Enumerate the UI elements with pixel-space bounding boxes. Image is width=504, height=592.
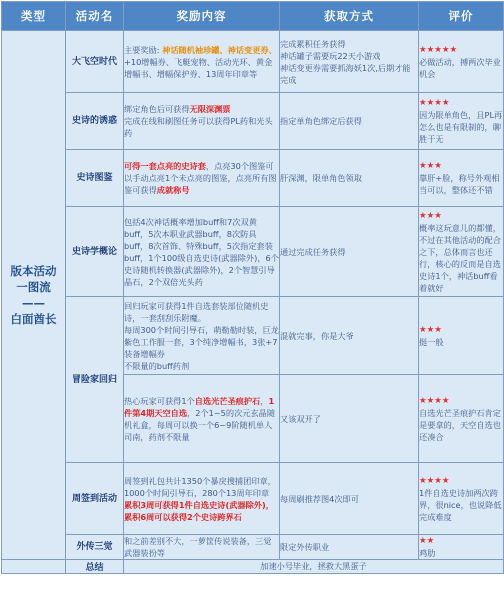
reward-segment: ，点亮30个图鉴可以手动点亮1个未点亮的图鉴，点亮所有图鉴可获得 <box>124 161 277 195</box>
table-row <box>2 31 504 93</box>
reward-segment: 可得一套点亮的史诗套 <box>124 161 206 171</box>
activity-name <box>66 93 124 150</box>
method-cell: 每周刷推荐图4次即可 <box>280 463 419 535</box>
star-rating: ★★★ <box>419 210 442 221</box>
activity-name <box>66 535 124 560</box>
rating-cell <box>419 463 504 535</box>
summary-blank <box>2 560 66 574</box>
header-activity: 活动名 <box>66 2 124 31</box>
reward-segment: 1件第4期天空自选 <box>124 395 275 418</box>
activity-name-text: 史诗图鉴 <box>76 173 113 183</box>
reward-segment: 无限深渊票 <box>189 104 231 114</box>
header-type: 类型 <box>2 2 66 31</box>
star-rating: ★★★ <box>419 161 442 171</box>
table-row <box>2 207 504 297</box>
type-label-line: 一图流 <box>16 280 51 294</box>
activity-name <box>66 31 124 93</box>
star-rating: ★★★★★ <box>419 44 458 55</box>
header-row <box>2 2 504 31</box>
type-label-line: 白面酋长 <box>10 312 57 326</box>
type-cell <box>2 31 66 560</box>
table-row <box>2 93 504 150</box>
reward-cell <box>124 463 280 535</box>
method-cell: 肝深渊，限单角色领取 <box>280 150 419 207</box>
star-rating: ★★★★ <box>419 395 450 406</box>
reward-segment: 周签到礼包共计1350个暴戾搜捕团印章，1000个时间引导石，280个13周年印章 <box>124 475 276 498</box>
table-row <box>2 297 504 375</box>
rating-cell <box>419 297 504 375</box>
star-rating: ★★★ <box>419 324 442 335</box>
reward-segment: 和之前差别不大，一萝筐传说装备，三觉武器装扮等 <box>124 536 272 558</box>
activity-name <box>66 463 124 535</box>
rating-cell <box>419 207 504 297</box>
rating-cell <box>419 31 504 93</box>
summary-row <box>2 560 504 574</box>
reward-segment: 绑定角色后可获得 <box>124 104 190 114</box>
reward-cell <box>124 535 280 560</box>
reward-cell <box>124 31 280 93</box>
activity-table <box>1 1 504 574</box>
method-cell: 指定单角色绑定后获得 <box>280 93 419 150</box>
header-reward: 奖励内容 <box>124 2 280 31</box>
method-cell: 完成累积任务获得 神话罐子需要玩22天小游戏 神话变更券需要抓海妖1次,后期才能完成 <box>280 31 419 93</box>
summary-text: 加速小号毕业，拯救大黑蛋子 <box>124 560 504 574</box>
reward-segment: +10增幅券、飞艇宠物、活动光环、黄金增幅书、增幅保护券、13周年印章等 <box>124 56 273 79</box>
reward-segment: 回归玩家可获得1件自选套装部位随机史诗，一套刮刮乐附魔。 每周300个时间引导石，萌勒勒时装，巨龙紫色工作服一套，3个纯净增幅书，3张+7装备增幅券 不限量的buff药剂 <box>124 300 279 371</box>
reward-segment: 累积3周可获得1件自选史诗(武器除外)，累积6周可以获得2个史诗跨界石 <box>124 499 274 522</box>
reward-cell <box>124 93 280 150</box>
reward-segment: 主要奖励: <box>124 44 163 55</box>
rating-comment: 因为限单角色，且PL再怎么也是有限制的，聊胜于无 <box>419 110 503 144</box>
header-method: 获取方式 <box>280 2 419 31</box>
activity-name-text: 史诗学概论 <box>71 246 117 257</box>
reward-cell <box>124 297 280 375</box>
star-rating: ★★★★ <box>419 98 450 108</box>
rating-cell <box>419 150 504 207</box>
method-cell: 又该双开了 <box>280 375 419 463</box>
activity-name-text: 大飞空时代 <box>71 56 117 67</box>
reward-segment: 神话随机袖珍罐、神话变更券、 <box>162 44 277 55</box>
rating-comment: 挺一般 <box>419 336 444 347</box>
type-label-line: 版本活动 <box>10 264 57 278</box>
rating-comment: 概率这玩意儿的都懂，不过在其他活动的配合之下，总体而言也还行，核心的反而是自选史诗1个，神话buff看着就好 <box>419 222 501 293</box>
reward-segment: ，2个1~5的次元玄晶随机礼盒，每周可以换一个6~9阶随机单人司南，药剂不限量 <box>124 407 276 442</box>
type-label-line: —— <box>22 296 45 310</box>
method-cell: 混就完事，你是大爷 <box>280 297 419 375</box>
reward-segment: 热心玩家可获得1个 <box>124 395 195 406</box>
rating-comment: 必做活动，搏两次毕业机会 <box>419 56 501 79</box>
rating-comment: 自选光芒圣痕护石肯定是要拿的，天空自选也还凑合 <box>419 407 501 442</box>
rating-cell <box>419 375 504 463</box>
activity-name-text: 冒险家回归 <box>71 374 117 385</box>
reward-segment: 完成在线和刷图任务可以获得PL药和光头药 <box>124 116 273 138</box>
summary-label: 总结 <box>66 560 124 574</box>
activity-name-text: 外传三觉 <box>76 542 113 552</box>
activity-name-text: 周签到活动 <box>71 493 117 504</box>
reward-segment: 包括4次神话概率增加buff和7次双黄buff，5次本职业武器buff，8次防具buff，8次首饰、特殊buff，5次指定套装buff，1个100级自选史诗(武器除外)，6个史诗随机转换器(武器除外)，2个智慧引导晶石，2个双倍光头药 <box>124 216 279 287</box>
reward-segment: 自选光芒圣痕护石 <box>194 395 261 406</box>
reward-segment: ， <box>260 395 269 406</box>
star-rating: ★★★★ <box>419 475 450 486</box>
reward-cell <box>124 207 280 297</box>
table-row <box>2 535 504 560</box>
reward-cell <box>124 375 280 463</box>
method-cell: 通过完成任务获得 <box>280 207 419 297</box>
rating-cell <box>419 93 504 150</box>
reward-segment: 成就称号 <box>156 185 190 195</box>
header-rating: 评价 <box>419 2 504 31</box>
table-row <box>2 150 504 207</box>
activity-name <box>66 207 124 297</box>
reward-cell <box>124 150 280 207</box>
method-cell: 限定外传职业 <box>280 535 419 560</box>
activity-name-text: 史诗的诱惑 <box>71 116 117 126</box>
activity-name <box>66 150 124 207</box>
rating-comment: 鸡肋 <box>419 548 436 558</box>
rating-cell <box>419 535 504 560</box>
star-rating: ★★ <box>419 536 435 546</box>
rating-comment: 1件自选史诗加两次跨界，很nice，也说降低完成难度 <box>419 487 502 522</box>
table-row <box>2 463 504 535</box>
activity-name <box>66 297 124 463</box>
rating-comment: 靠肝+脸，称号外观相当可以，整体还不错 <box>419 173 500 195</box>
